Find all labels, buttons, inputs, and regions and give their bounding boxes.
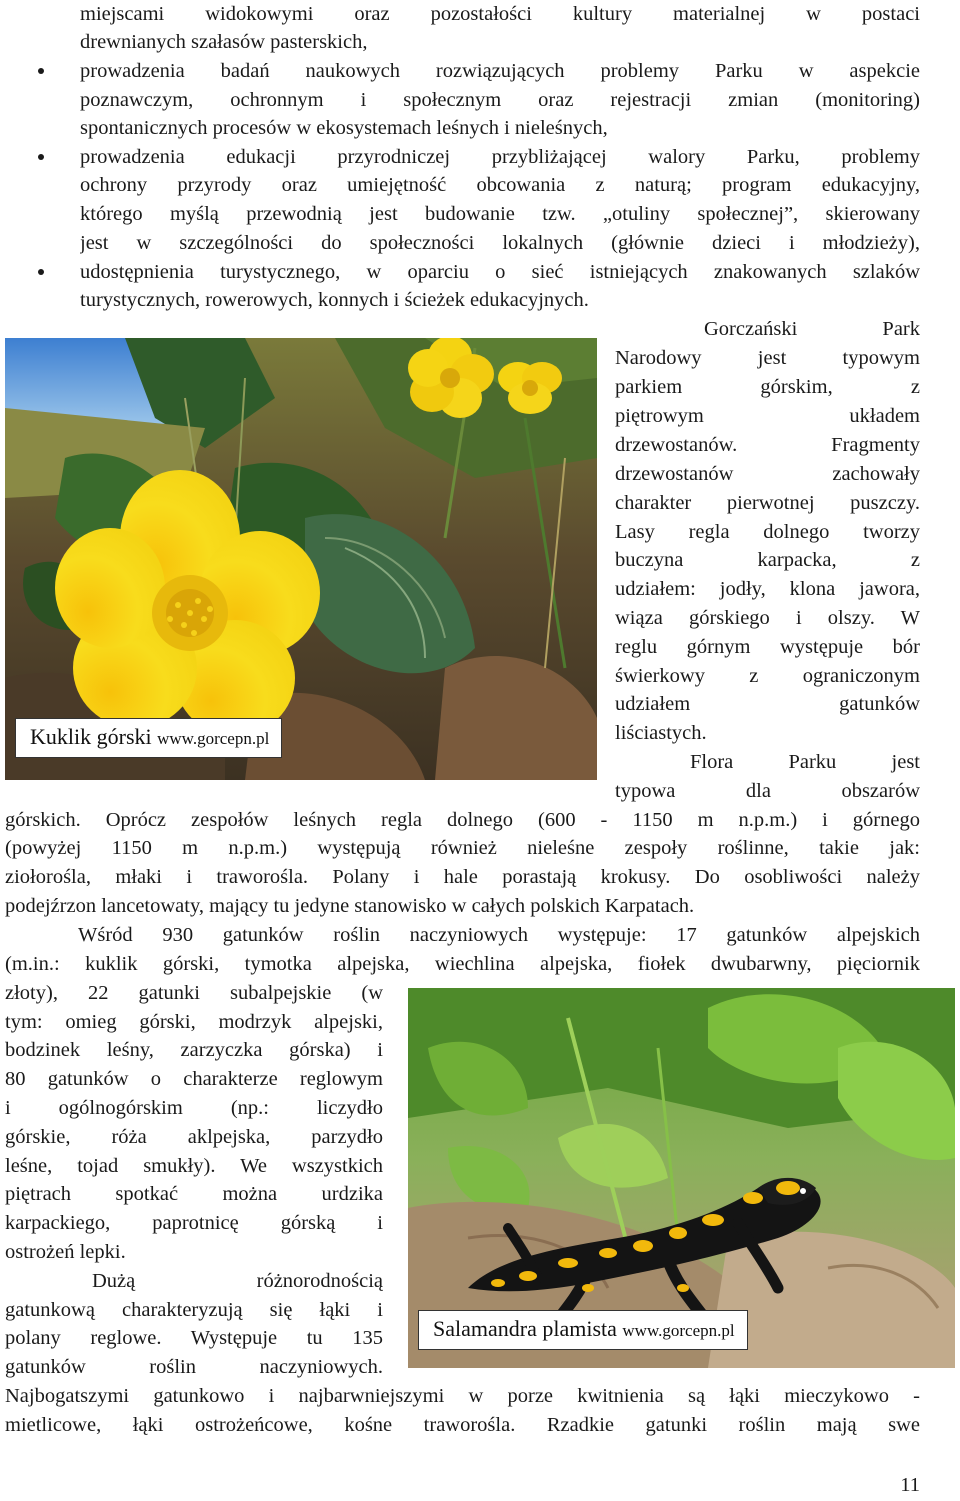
- text-line: leśne, tojad smukły). We wszystkich: [5, 1155, 383, 1177]
- text-line: reglu górnym występuje bór: [615, 636, 920, 658]
- text-line: Flora Parku jest: [690, 751, 920, 773]
- bullet-icon: [38, 269, 44, 275]
- kuklik-gorski-caption: [15, 718, 282, 758]
- text-line: buczyna karpacka, z: [615, 549, 920, 571]
- text-line: miejscami widokowymi oraz pozostałości kultury materialnej w postaci: [80, 3, 920, 25]
- text-line: i ogólnogórskim (np.: liczydło: [5, 1097, 383, 1119]
- text-line: prowadzenia badań naukowych rozwiązujących problemy Parku w aspekcie: [80, 60, 920, 82]
- text-line: drzewostanów. Fragmenty: [615, 434, 920, 456]
- text-line: karpackiego, paprotnicę górską i: [5, 1212, 383, 1234]
- text-line: górskich. Oprócz zespołów leśnych regla dolnego (600 - 1150 m n.p.m.) i górnego: [5, 809, 920, 831]
- text-line: parkiem górskim, z: [615, 376, 920, 398]
- text-line: piętrowym układem: [615, 405, 920, 427]
- text-line: poznawczym, ochronnym i społecznym oraz rejestracji zmian (monitoring): [80, 89, 920, 111]
- text-line: Dużą różnorodnością: [92, 1270, 383, 1292]
- text-line: Narodowy jest typowym: [615, 347, 920, 369]
- text-line: ochrony przyrody oraz umiejętność obcowania z naturą; program edukacyjny,: [80, 174, 920, 196]
- text-line: Wśród 930 gatunków roślin naczyniowych występuje: 17 gatunków alpejskich: [78, 924, 920, 946]
- text-line: charakter pierwotnej puszczy.: [615, 492, 920, 514]
- bullet-icon: [38, 68, 44, 74]
- text-line: tym: omieg górski, modrzyk alpejski,: [5, 1011, 383, 1033]
- text-line: liściastych.: [615, 722, 707, 744]
- caption-source: www.gorcepn.pl: [157, 729, 270, 748]
- text-line: udziałem: jodły, klona jawora,: [615, 578, 920, 600]
- text-line: drewnianych szałasów pasterskich,: [80, 31, 368, 53]
- text-line: typowa dla obszarów: [615, 780, 920, 802]
- text-line: udostępnienia turystycznego, w oparciu o sieć istniejących znakowanych szlaków: [80, 261, 920, 283]
- text-line: piętrach spotkać można urdzika: [5, 1183, 383, 1205]
- kuklik-gorski-photo: [5, 338, 597, 780]
- text-line: drzewostanów zachowały: [615, 463, 920, 485]
- text-line: którego myślą przewodnią jest budowanie tzw. „otuliny społecznej”, skierowany: [80, 203, 920, 225]
- text-line: spontanicznych procesów w ekosystemach leśnych i nieleśnych,: [80, 117, 608, 139]
- text-line: (m.in.: kuklik górski, tymotka alpejska, wiechlina alpejska, fiołek dwubarwny, pięciornik: [5, 953, 920, 975]
- text-line: 80 gatunków o charakterze reglowym: [5, 1068, 383, 1090]
- text-line: polany reglowe. Występuje tu 135: [5, 1327, 383, 1349]
- text-line: jest w szczególności do społeczności lokalnych (głównie dzieci i młodzieży),: [80, 232, 920, 254]
- caption-name: Salamandra plamista: [433, 1316, 617, 1341]
- text-line: turystycznych, rowerowych, konnych i ścieżek edukacyjnych.: [80, 289, 589, 311]
- text-line: Najbogatszymi gatunkowo i najbarwniejszymi w porze kwitnienia są łąki mieczykowo -: [5, 1385, 920, 1407]
- text-line: prowadzenia edukacji przyrodniczej przybliżającej walory Parku, problemy: [80, 146, 920, 168]
- text-line: górskie, róża aklpejska, parzydło: [5, 1126, 383, 1148]
- caption-source: www.gorcepn.pl: [622, 1321, 735, 1340]
- page-number: 11: [900, 1474, 920, 1496]
- text-line: ziołorośla, młaki i traworośla. Polany i hale porastają krokusy. Do osobliwości należy: [5, 866, 920, 888]
- text-line: gatunków roślin naczyniowych.: [5, 1356, 383, 1378]
- text-line: Lasy regla dolnego tworzy: [615, 521, 920, 543]
- text-line: złoty), 22 gatunki subalpejskie (w: [5, 982, 383, 1004]
- text-line: bodzinek leśny, zarzyczka górska) i: [5, 1039, 383, 1061]
- caption-name: Kuklik górski: [30, 724, 152, 749]
- text-line: wiąza górskiego i olszy. W: [615, 607, 920, 629]
- text-line: gatunkową charakteryzują się łąki i: [5, 1299, 383, 1321]
- salamandra-plamista-caption: [418, 1310, 748, 1350]
- text-line: (powyżej 1150 m n.p.m.) występują również nieleśne zespoły roślinne, takie jak:: [5, 837, 920, 859]
- text-line: podejźrzon lancetowaty, mający tu jedyne stanowisko w całych polskich Karpatach.: [5, 895, 695, 917]
- text-line: udziałem gatunków: [615, 693, 920, 715]
- bullet-icon: [38, 154, 44, 160]
- text-line: ostrożeń lepki.: [5, 1241, 126, 1263]
- text-line: świerkowy z ograniczonym: [615, 665, 920, 687]
- text-line: mietlicowe, łąki ostrożeńcowe, kośne traworośla. Rzadkie gatunki roślin mają swe: [5, 1414, 920, 1436]
- text-line: Gorczański Park: [704, 318, 920, 340]
